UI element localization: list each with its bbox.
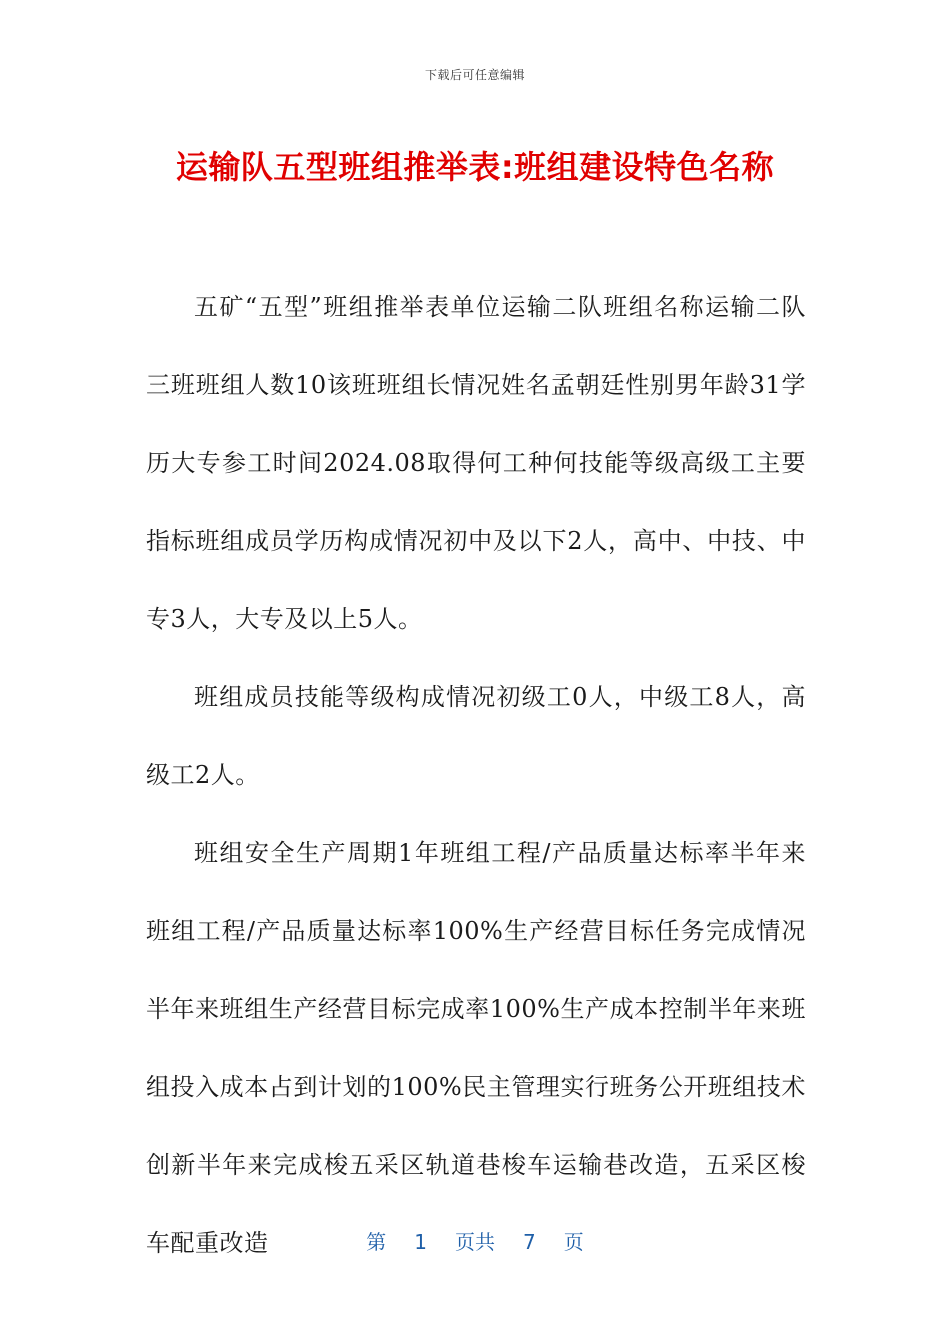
paragraph: 班组成员技能等级构成情况初级工0人，中级工8人，高级工2人。 [146, 683, 806, 789]
paragraph: 五矿“五型”班组推举表单位运输二队班组名称运输二队三班班组人数10该班班组长情况姓名孟朝廷性别男年龄31学历大专参工时间2024.08取得何工种何技能等级高级工主要指标班组成员学历构成情况初中及以下2人，高中、中技、中专3人，大专及以上5人。 [146, 293, 806, 633]
paragraph: 班组安全生产周期1年班组工程/产品质量达标率半年来班组工程/产品质量达标率100%生产经营目标任务完成情况半年来班组生产经营目标完成率100%生产成本控制半年来班组投入成本占到计划的100%民主管理实行班务公开班组技术创新半年来完成梭五采区轨道巷梭车运输巷改造，五采区梭车配重改造 [146, 839, 806, 1257]
page-prefix: 第 [366, 1230, 387, 1254]
document-title: 运输队五型班组推举表:班组建设特色名称 [175, 148, 775, 186]
total-pages-number: 7 [523, 1230, 536, 1254]
document-body [146, 268, 806, 1282]
page-mid-label: 页共 [455, 1230, 495, 1254]
page-footer [0, 1226, 950, 1255]
page-suffix: 页 [563, 1230, 584, 1254]
page-header-note: 下载后可任意编辑 [424, 68, 525, 82]
current-page-number: 1 [414, 1230, 427, 1254]
